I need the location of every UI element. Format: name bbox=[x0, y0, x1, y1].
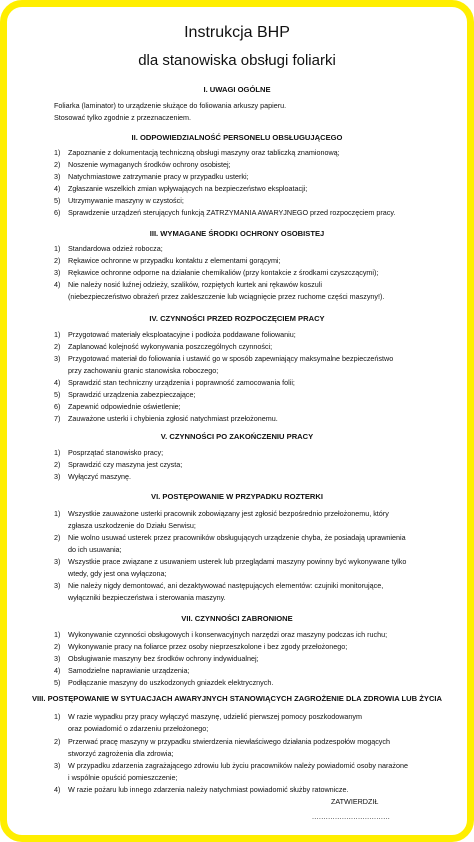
item-number: 2) bbox=[54, 737, 61, 746]
item-text: Wyłączyć maszynę. bbox=[68, 472, 132, 481]
item-number: 5) bbox=[54, 196, 61, 205]
section-6-heading: VI. POSTĘPOWANIE W PRZYPADKU ROZTERKI bbox=[151, 492, 323, 501]
item-text: Sprawdzić urządzenia zabezpieczające; bbox=[68, 390, 196, 399]
list-item bbox=[54, 642, 464, 652]
list-item bbox=[54, 460, 464, 470]
item-number: 2) bbox=[54, 256, 61, 265]
item-number: 4) bbox=[54, 184, 61, 193]
item-text: Sprawdzenie urządzeń sterujących funkcją ZATRZYMANIA AWARYJNEGO przed rozpoczęciem pracy. bbox=[68, 208, 396, 217]
item-text: Wykonywanie pracy na foliarce przez osoby nieprzeszkolone i bez zgody przełożonego; bbox=[68, 642, 348, 651]
item-number: 3) bbox=[54, 268, 61, 277]
list-item bbox=[54, 268, 464, 278]
item-text: Wszystkie prace związane z usuwaniem usterek lub przeglądami maszyny powinny być wykonywane tylko bbox=[68, 557, 407, 566]
item-number: 1) bbox=[54, 244, 61, 253]
item-number: 1) bbox=[54, 509, 61, 518]
list-item bbox=[54, 666, 464, 676]
section-2-heading: II. ODPOWIEDZIALNOŚĆ PERSONELU OBSŁUGUJĄCEGO bbox=[131, 133, 343, 142]
item-number: 2) bbox=[54, 160, 61, 169]
list-item bbox=[54, 533, 464, 543]
list-item bbox=[54, 654, 464, 664]
item-text: Zgłaszanie wszelkich zmian wpływających na bezpieczeństwo eksploatacji; bbox=[68, 184, 308, 193]
item-text: Wykonywanie czynności obsługowych i konserwacyjnych narzędzi oraz maszyny podczas ich ruchu; bbox=[68, 630, 388, 639]
list-item-continuation: i wspólnie opuścić pomieszczenie; bbox=[68, 773, 178, 782]
list-item bbox=[54, 712, 464, 722]
item-number: 4) bbox=[54, 378, 61, 387]
list-item-continuation: wyłączniki bezpieczeństwa i sterowania maszyny. bbox=[68, 593, 226, 602]
list-item bbox=[54, 472, 464, 482]
list-item bbox=[54, 208, 464, 218]
list-item-continuation: oraz powiadomić o zdarzeniu przełożonego; bbox=[68, 724, 209, 733]
item-number: 4) bbox=[54, 666, 61, 675]
list-item bbox=[54, 330, 464, 340]
item-number: 4) bbox=[54, 280, 61, 289]
item-number: 5) bbox=[54, 390, 61, 399]
list-item bbox=[54, 785, 464, 795]
item-number: 1) bbox=[54, 630, 61, 639]
list-item bbox=[54, 509, 464, 519]
item-text: Rękawice ochronne w przypadku kontaktu z elementami gorącymi; bbox=[68, 256, 281, 265]
item-text: Zauważone usterki i chybienia zgłosić natychmiast przełożonemu. bbox=[68, 414, 278, 423]
item-number: 3) bbox=[54, 354, 61, 363]
item-text: W razie wypadku przy pracy wyłączyć maszynę, udzielić pierwszej pomocy poszkodowanym bbox=[68, 712, 362, 721]
item-text: Wszystkie zauważone usterki pracownik zobowiązany jest zgłosić bezpośrednio przełożonemu, który bbox=[68, 509, 389, 518]
section-1-intro-line: Stosować tylko zgodnie z przeznaczeniem. bbox=[54, 113, 192, 122]
item-number: 2) bbox=[54, 460, 61, 469]
list-item bbox=[54, 196, 464, 206]
document-subtitle: dla stanowiska obsługi foliarki bbox=[138, 52, 336, 69]
list-item bbox=[54, 761, 464, 771]
item-text: Noszenie wymaganych środków ochrony osobistej; bbox=[68, 160, 231, 169]
item-text: Samodzielne naprawianie urządzenia; bbox=[68, 666, 190, 675]
list-item bbox=[54, 342, 464, 352]
item-text: Przygotować materiał do foliowania i ustawić go w sposób zapewniający maksymalne bezpieczeństwo bbox=[68, 354, 394, 363]
list-item bbox=[54, 402, 464, 412]
item-text: W razie pożaru lub innego zdarzenia należy natychmiast powiadomić służby ratownicze. bbox=[68, 785, 349, 794]
item-text: Natychmiastowe zatrzymanie pracy w przypadku usterki; bbox=[68, 172, 249, 181]
list-item-continuation: do ich usuwania; bbox=[68, 545, 122, 554]
section-4-heading: IV. CZYNNOŚCI PRZED ROZPOCZĘCIEM PRACY bbox=[149, 314, 325, 323]
item-text: Nie należy nigdy demontować, ani dezaktywować następujących elementów: czujniki monitorujące, bbox=[68, 581, 384, 590]
item-text: W przypadku zdarzenia zagrażającego zdrowiu lub życiu pracowników należy powiadomić osoby narażone bbox=[68, 761, 408, 770]
item-number: 4) bbox=[54, 785, 61, 794]
item-number: 3) bbox=[54, 472, 61, 481]
item-number: 5) bbox=[54, 678, 61, 687]
item-text: Posprzątać stanowisko pracy; bbox=[68, 448, 164, 457]
list-item bbox=[54, 581, 464, 591]
item-text: Nie należy nosić luźnej odzieży, szalików, rozpiętych kurtek ani rękawów koszuli bbox=[68, 280, 322, 289]
item-text: Utrzymywanie maszyny w czystości; bbox=[68, 196, 184, 205]
list-item bbox=[54, 414, 464, 424]
list-item bbox=[54, 378, 464, 388]
section-5-heading: V. CZYNNOŚCI PO ZAKOŃCZENIU PRACY bbox=[160, 432, 314, 441]
list-item bbox=[54, 354, 464, 364]
approved-label: ZATWIERDZIŁ bbox=[331, 797, 379, 806]
list-item bbox=[54, 678, 464, 688]
list-item bbox=[54, 390, 464, 400]
item-number: 2) bbox=[54, 342, 61, 351]
list-item-continuation: (niebezpieczeństwo obrażeń przez zakleszczenie lub wciągnięcie przez ruchome części maszyny!). bbox=[68, 292, 385, 301]
item-number: 2) bbox=[54, 533, 61, 542]
section-8-heading: VIII. POSTĘPOWANIE W SYTUACJACH AWARYJNYCH STANOWIĄCYCH ZAGROŻENIE DLA ZDROWIA LUB ŻYCIA bbox=[31, 694, 443, 703]
item-text: Rękawice ochronne odporne na działanie chemikaliów (przy kontakcie z środkami czyszczącymi); bbox=[68, 268, 379, 277]
list-item bbox=[54, 244, 464, 254]
item-text: Obsługiwanie maszyny bez środków ochrony indywidualnej; bbox=[68, 654, 259, 663]
section-1-heading: I. UWAGI OGÓLNE bbox=[203, 85, 271, 94]
item-number: 6) bbox=[54, 402, 61, 411]
item-number: 6) bbox=[54, 208, 61, 217]
item-number: 3) bbox=[54, 581, 61, 590]
list-item-continuation: przy zachowaniu granic stanowiska roboczego; bbox=[68, 366, 219, 375]
list-item bbox=[54, 448, 464, 458]
list-item bbox=[54, 737, 464, 747]
list-item bbox=[54, 172, 464, 182]
list-item bbox=[54, 630, 464, 640]
item-text: Zapoznanie z dokumentacją techniczną obsługi maszyny oraz tabliczką znamionową; bbox=[68, 148, 340, 157]
item-text: Podłączanie maszyny do uszkodzonych gniazdek elektrycznych. bbox=[68, 678, 274, 687]
list-item bbox=[54, 256, 464, 266]
item-number: 3) bbox=[54, 557, 61, 566]
item-number: 1) bbox=[54, 330, 61, 339]
item-text: Przygotować materiały eksploatacyjne i podłoża poddawane foliowaniu; bbox=[68, 330, 296, 339]
item-text: Nie wolno usuwać usterek przez pracowników obsługujących urządzenie chyba, że posiadają uprawnienia bbox=[68, 533, 406, 542]
document-title: Instrukcja BHP bbox=[184, 24, 290, 41]
item-number: 3) bbox=[54, 172, 61, 181]
list-item-continuation: zgłasza uszkodzenie do Działu Serwisu; bbox=[68, 521, 196, 530]
item-number: 2) bbox=[54, 642, 61, 651]
section-3-heading: III. WYMAGANE ŚRODKI OCHRONY OSOBISTEJ bbox=[149, 229, 325, 238]
item-number: 1) bbox=[54, 448, 61, 457]
list-item-continuation: wtedy, gdy jest ona wyłączona; bbox=[68, 569, 167, 578]
list-item-continuation: stworzyć zagrożenia dla zdrowia; bbox=[68, 749, 174, 758]
item-text: Standardowa odzież robocza; bbox=[68, 244, 163, 253]
list-item bbox=[54, 280, 464, 290]
item-text: Sprawdzić czy maszyna jest czysta; bbox=[68, 460, 183, 469]
list-item bbox=[54, 557, 464, 567]
item-number: 7) bbox=[54, 414, 61, 423]
item-number: 3) bbox=[54, 761, 61, 770]
section-7-heading: VII. CZYNNOŚCI ZABRONIONE bbox=[181, 614, 293, 623]
list-item bbox=[54, 160, 464, 170]
item-number: 1) bbox=[54, 148, 61, 157]
item-text: Sprawdzić stan techniczny urządzenia i poprawność zamocowania folii; bbox=[68, 378, 295, 387]
item-text: Zapewnić odpowiednie oświetlenie; bbox=[68, 402, 181, 411]
item-text: Przerwać pracę maszyny w przypadku stwierdzenia niewłaściwego działania podzespołów mogących bbox=[68, 737, 390, 746]
item-text: Zaplanować kolejność wykonywania poszczególnych czynności; bbox=[68, 342, 273, 351]
item-number: 3) bbox=[54, 654, 61, 663]
list-item bbox=[54, 148, 464, 158]
section-1-intro-line: Foliarka (laminator) to urządzenie służące do foliowania arkuszy papieru. bbox=[54, 101, 287, 110]
list-item bbox=[54, 184, 464, 194]
item-number: 1) bbox=[54, 712, 61, 721]
signature-line: .................................. bbox=[312, 812, 391, 821]
